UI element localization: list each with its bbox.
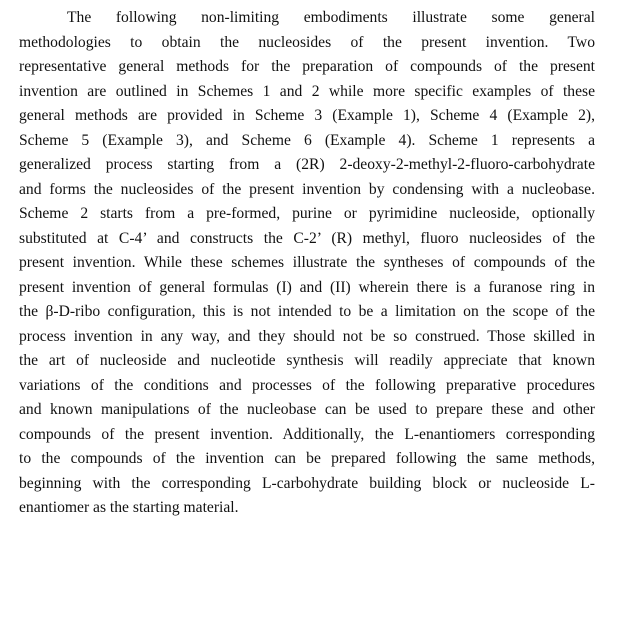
paragraph-line: methodologies to obtain the nucleosides of the present invention. Two [19, 33, 595, 51]
paragraph-line: present invention. While these schemes illustrate the syntheses of compounds of the [19, 254, 595, 271]
paragraph-line: present invention of general formulas (I) and (II) wherein there is a furanose ring in [19, 278, 595, 296]
paragraph-line: and forms the nucleosides of the present invention by condensing with a nucleobase. [19, 180, 595, 198]
paragraph-line: general methods are provided in Scheme 3 (Example 1), Scheme 4 (Example 2), [19, 107, 595, 124]
paragraph-line: Scheme 5 (Example 3), and Scheme 6 (Example 4). Scheme 1 represents a [19, 131, 595, 149]
paragraph-line: representative general methods for the preparation of compounds of the present [19, 58, 595, 75]
paragraph-line: enantiomer as the starting material. [19, 499, 239, 516]
paragraph-line: variations of the conditions and processes of the following preparative procedures [19, 376, 595, 394]
paragraph-line: process invention in any way, and they should not be so construed. Those skilled in [19, 327, 595, 345]
paragraph-line: the β-D-ribo configuration, this is not intended to be a limitation on the scope of the [19, 303, 595, 320]
paragraph-line: generalized process starting from a (2R) 2-deoxy-2-methyl-2-fluoro-carbohydrate [19, 156, 595, 173]
paragraph-line: Scheme 2 starts from a pre-formed, purine or pyrimidine nucleoside, optionally [19, 205, 595, 222]
paragraph-line: beginning with the corresponding L-carbohydrate building block or nucleoside L- [19, 474, 595, 492]
paragraph-line: substituted at C-4’ and constructs the C-2’ (R) methyl, fluoro nucleosides of the [19, 229, 595, 247]
paragraph-line: and known manipulations of the nucleobase can be used to prepare these and other [19, 401, 595, 418]
paragraph-line: to the compounds of the invention can be prepared following the same methods, [19, 450, 595, 467]
paragraph-line: the art of nucleoside and nucleotide synthesis will readily appreciate that known [19, 352, 595, 369]
paragraph-line: The following non-limiting embodiments illustrate some general [67, 9, 595, 26]
paragraph-line: compounds of the present invention. Additionally, the L-enantiomers corresponding [19, 425, 595, 443]
paragraph-line: invention are outlined in Schemes 1 and 2 while more specific examples of these [19, 82, 595, 100]
body-paragraph [19, 6, 595, 521]
